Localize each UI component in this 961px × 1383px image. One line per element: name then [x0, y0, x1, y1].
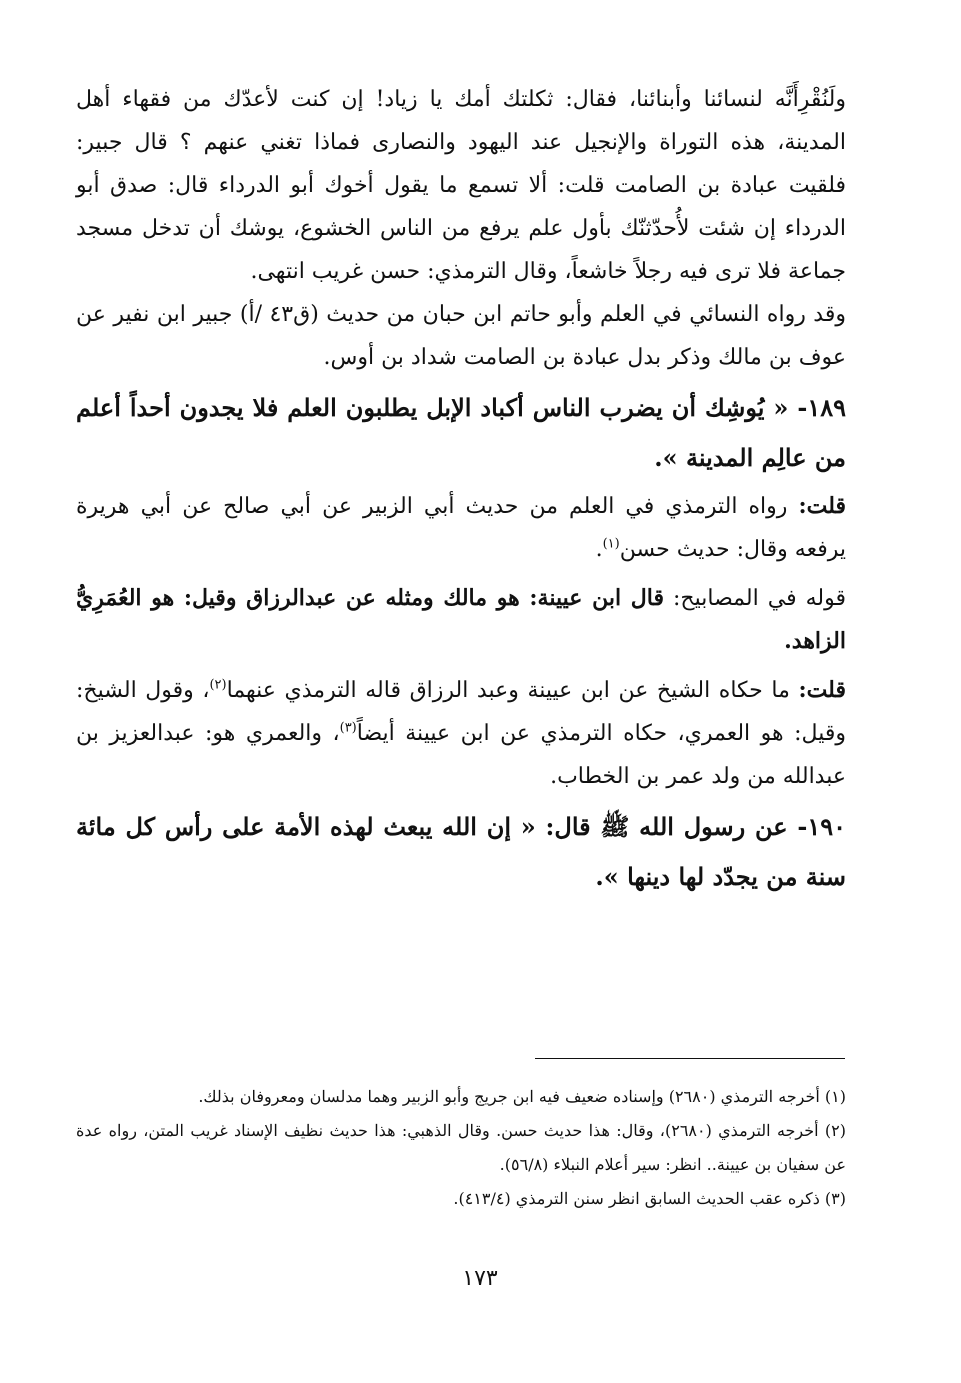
footnote-3: (٣) ذكره عقب الحديث السابق انظر سنن الترمذي (٤١٣/٤).: [453, 1189, 846, 1208]
footnote-ref-1: (١): [602, 536, 620, 552]
paragraph-5: [76, 669, 846, 798]
footnote-ref-3: (٣): [339, 720, 357, 736]
paragraph-3: [76, 485, 846, 571]
hadith-190: ١٩٠- عن رسول الله ﷺ قال: « إن الله يبعث لهذه الأمة على رأس كل مائة سنة من يجدّد لها دينها ».: [76, 812, 846, 891]
paragraph-1: ولَنُقْرِأَنَّه لنسائنا وأبنائنا، فقال: ثكلتك أمك يا زياد! إن كنت لأعدّك من فقهاء أهل المدينة، هذه التوراة والإنجيل عند اليهود والنصارى فماذا تغني عنهم ؟ قال جبير: فلقيت عبادة بن الصامت قلت: ألا تسمع ما يقول أخوك أبو الدرداء قال: صدق أبو الدرداء إن شئت لأُحدّثنّك بأول علم يرفع من الناس الخشوع، يوشك أن تدخل مسجد جماعة فلا ترى فيه رجلاً خاشعاً، وقال الترمذي: حسن غريب انتهى.: [76, 87, 846, 284]
paragraph-3-end: .: [595, 537, 603, 562]
footnote-ref-2: (٢): [209, 677, 227, 693]
footnotes: [76, 1080, 846, 1216]
page-body: [76, 78, 846, 904]
paragraph-5-text-b: ، وقول الشيخ: وقيل: هو العمري، حكاه الترمذي عن ابن عيينة أيضاً: [76, 678, 846, 746]
qultu-label-2: قلت:: [798, 677, 846, 703]
footnote-2: (٢) أخرجه الترمذي (٢٦٨٠)، وقال: هذا حديث حسن. وقال الذهبي: هذا حديث نظيف الإسناد غريب المتن، رواه عدة عن سفيان بن عيينة.. انظر: سير أعلام النبلاء (٥٦/٨).: [76, 1121, 847, 1174]
paragraph-3-text: رواه الترمذي في العلم من حديث أبي الزبير عن أبي صالح عن أبي هريرة يرفعه وقال: حديث حسن: [76, 494, 846, 562]
qultu-label: قلت:: [798, 493, 846, 519]
footnote-1: (١) أخرجه الترمذي (٢٦٨٠) وإسناده ضعيف فيه ابن جريج وأبو الزبير وهما مدلسان ومعروفان بذلك.: [198, 1087, 846, 1106]
paragraph-4: [76, 577, 846, 663]
paragraph-2: وقد رواه النسائي في العلم وأبو حاتم ابن حبان من حديث (ق٤٣ /أ) جبير ابن نفير عن عوف بن مالك وذكر بدل عبادة بن الصامت شداد بن أوس.: [76, 302, 846, 370]
hadith-189: ١٨٩- « يُوشِك أن يضرب الناس أكباد الإبل يطلبون العلم فلا يجدون أحداً أعلم من عالِم المدينة ».: [76, 393, 846, 472]
page-number: ١٧٣: [462, 1266, 498, 1291]
paragraph-4-intro: قوله في المصابيح:: [663, 586, 846, 611]
paragraph-5-text-a: ما حكاه الشيخ عن ابن عيينة وعبد الرزاق قاله الترمذي عنهما: [226, 678, 799, 703]
paragraph-5-text-c: ، والعمري هو: عبدالعزيز بن عبدالله من ولد عمر بن الخطاب.: [76, 721, 846, 789]
paragraph-4-quote: قال ابن عيينة: هو مالك ومثله عن عبدالرزاق وقيل: هو العُمَرِيُّ الزاهد.: [76, 585, 846, 654]
footnote-separator: [535, 1058, 845, 1059]
